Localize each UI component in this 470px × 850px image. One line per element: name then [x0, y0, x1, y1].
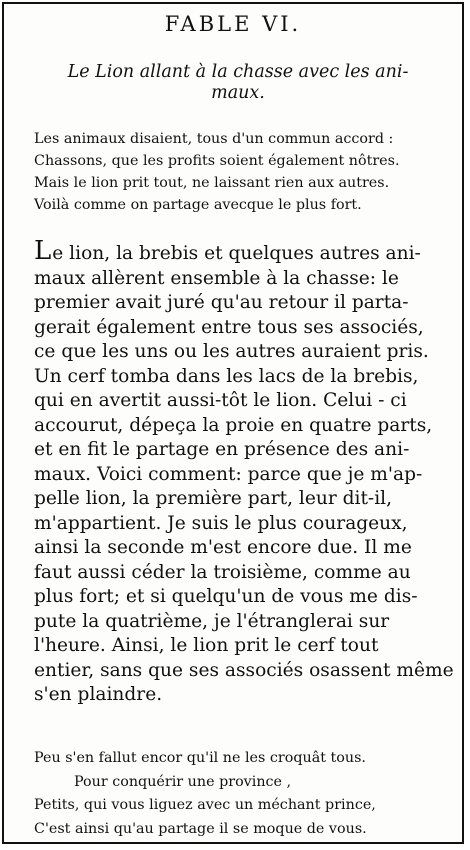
prose-line: plus fort; et si quelqu'un de vous me dis- [34, 586, 418, 607]
prose-line: m'appartient. Je suis le plus courageux, [34, 512, 408, 534]
prose-line: l'heure. Ainsi, le lion prit le cerf tout [34, 635, 379, 656]
prose-line: accourut, dépeça la proie en quatre parts, [34, 414, 433, 436]
prose-line: pelle lion, la première part, leur dit-il, [34, 488, 393, 509]
prose-paragraph [34, 236, 458, 708]
verse-line: Voilà comme on partage avecque le plus fort. [34, 197, 362, 213]
prose-line: s'en plaindre. [34, 684, 163, 705]
prose-line: pute la quatrième, je l'étranglerai sur [34, 610, 390, 632]
verse-line: Petits, qui vous liguez avec un méchant prince, [34, 797, 376, 813]
prose-line: maux allèrent ensemble à la chasse: le [34, 267, 399, 289]
prose-line: et en fit le partage en présence des ani- [34, 439, 410, 460]
drop-cap: L [34, 236, 53, 266]
prose-line: gerait également entre tous ses associés, [34, 316, 424, 338]
prose-line: entier, sans que ses associés osassent même [34, 659, 454, 681]
prose-line: qui en avertit aussi-tôt le lion. Celui - ci [34, 390, 407, 411]
verse-line: Peu s'en fallut encor qu'il ne les croquât tous. [34, 750, 366, 766]
verse-line: Les animaux disaient, tous d'un commun accord : [34, 131, 394, 147]
verse-line: Mais le lion prit tout, ne laissant rien aux autres. [34, 175, 390, 191]
fable-subtitle [28, 62, 448, 104]
subtitle-line: maux. [211, 83, 265, 103]
prose-line: Un cerf tomba dans les lacs de la brebis, [34, 365, 419, 387]
prose-line: maux. Voici comment: parce que je m'ap- [34, 463, 423, 485]
book-page [2, 2, 464, 844]
prose-first-line [34, 236, 458, 267]
prose-line: ainsi la seconde m'est encore due. Il me [34, 537, 412, 558]
prose-line: premier avait juré qu'au retour il parta- [34, 292, 409, 313]
fable-title: FABLE VI. [164, 12, 302, 36]
verse-line: Chassons, que les profits soient également nôtres. [34, 153, 400, 169]
intro-verse [34, 128, 400, 216]
prose-line: e lion, la brebis et quelques autres ani- [52, 243, 421, 264]
verse-line: Pour conquérir une province , [74, 773, 292, 790]
verse-line: C'est ainsi qu'au partage il se moque de vous. [34, 820, 367, 837]
prose-line: faut aussi céder la troisième, comme au [34, 561, 411, 583]
prose-line: ce que les uns ou les autres auraient pris. [34, 341, 429, 362]
moral-verse [34, 747, 376, 841]
subtitle-line: Le Lion allant à la chasse avec les ani- [67, 62, 409, 82]
